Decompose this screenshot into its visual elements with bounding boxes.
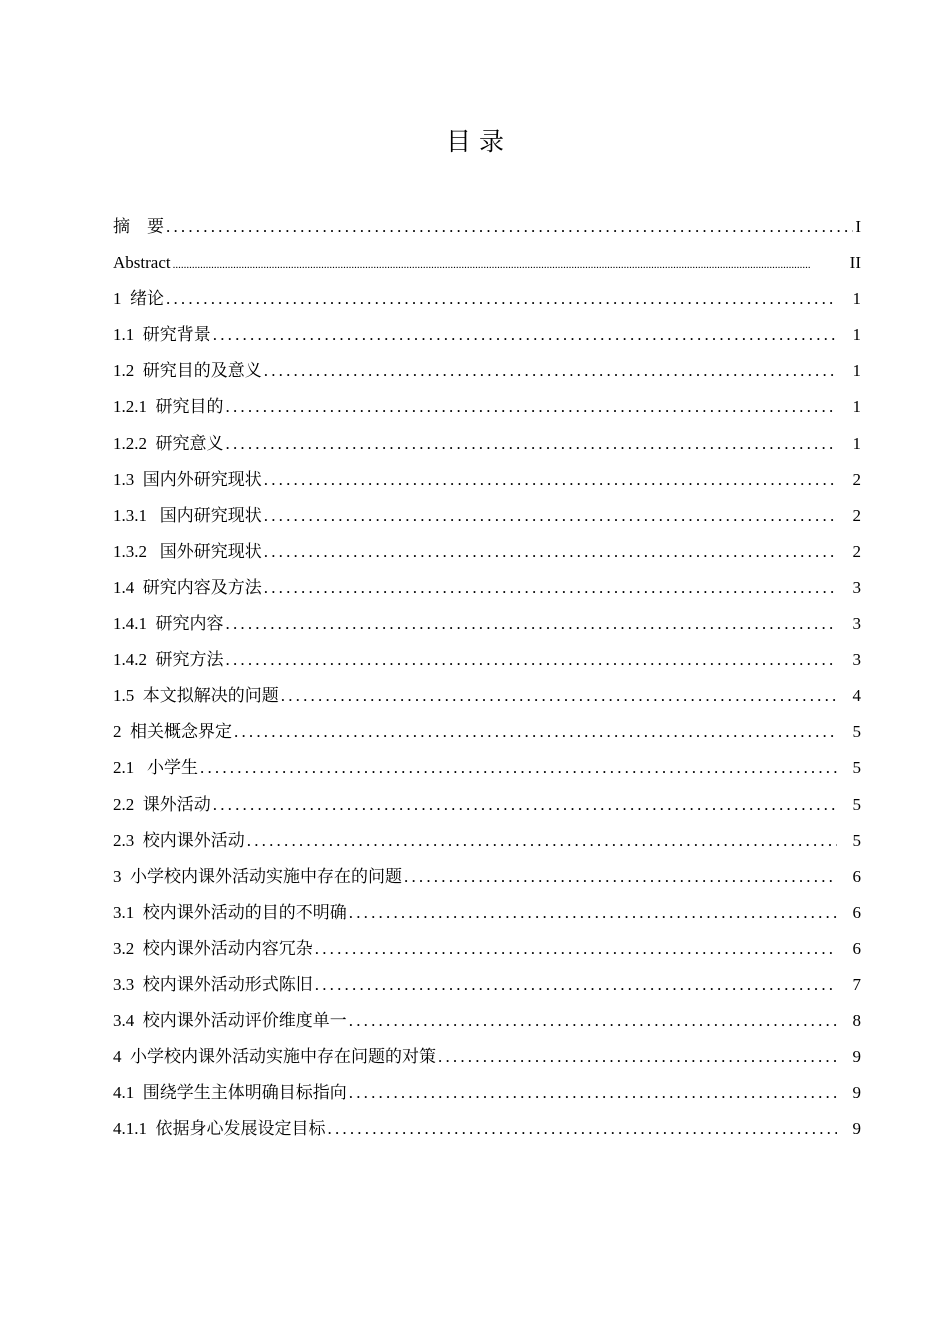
toc-entry-page: 1 — [852, 289, 861, 309]
toc-entry-label: 3.1 校内课外活动的目的不明确 — [113, 902, 347, 922]
toc-entry-page: 6 — [852, 866, 861, 886]
toc-entry[interactable] — [113, 389, 861, 425]
toc-leader-dots — [264, 498, 837, 534]
toc-entry-label: 1.4.2 研究方法 — [113, 650, 224, 670]
toc-entry[interactable] — [113, 642, 861, 678]
toc-leader-dots — [281, 678, 837, 714]
toc-entry-label: 1.3.1 国内研究现状 — [113, 505, 262, 525]
toc-leader-dots — [234, 714, 837, 750]
toc-leader-dots — [315, 967, 837, 1003]
toc-leader-dots — [315, 931, 837, 967]
toc-entry-page: 8 — [852, 1011, 861, 1031]
toc-entry-label: 1.3.2 国外研究现状 — [113, 541, 262, 561]
toc-entry[interactable] — [113, 1003, 861, 1039]
toc-entry-page: 4 — [852, 686, 861, 706]
toc-entry[interactable] — [113, 823, 861, 859]
toc-leader-dots — [173, 247, 848, 283]
toc-leader-dots — [328, 1111, 838, 1147]
toc-entry[interactable] — [113, 281, 861, 317]
toc-entry-label: 3.2 校内课外活动内容冗杂 — [113, 938, 313, 958]
toc-entry-page: 7 — [852, 974, 861, 994]
toc-entry[interactable] — [113, 570, 861, 606]
toc-leader-dots — [264, 462, 837, 498]
toc-entry[interactable] — [113, 462, 861, 498]
toc-entry-label: 2.3 校内课外活动 — [113, 830, 245, 850]
toc-entry-page: 6 — [852, 902, 861, 922]
page-title: 目 录 — [446, 127, 504, 156]
table-of-contents — [113, 209, 861, 1147]
toc-entry-label: 1.2.1 研究目的 — [113, 397, 224, 417]
toc-entry-label: 1 绪论 — [113, 289, 164, 309]
toc-entry-label: 1.5 本文拟解决的问题 — [113, 686, 279, 706]
toc-entry-page: 2 — [852, 505, 861, 525]
toc-entry-page: 6 — [852, 938, 861, 958]
toc-entry-page: 5 — [852, 830, 861, 850]
toc-entry-label: 1.1 研究背景 — [113, 325, 211, 345]
toc-entry[interactable] — [113, 678, 861, 714]
toc-entry-label: 1.2 研究目的及意义 — [113, 361, 262, 381]
toc-entry-page: 2 — [852, 541, 861, 561]
toc-entry-page: 1 — [852, 433, 861, 453]
toc-entry-page: 5 — [852, 794, 861, 814]
toc-entry-label: 1.2.2 研究意义 — [113, 433, 224, 453]
toc-leader-dots — [349, 1003, 837, 1039]
toc-entry-abstract-en[interactable] — [113, 245, 861, 281]
toc-entry[interactable] — [113, 787, 861, 823]
toc-entry-abstract-cn[interactable] — [113, 209, 861, 245]
toc-entry-label: 3.4 校内课外活动评价维度单一 — [113, 1011, 347, 1031]
toc-entry-page: 5 — [852, 722, 861, 742]
toc-entry-page: 9 — [852, 1119, 861, 1139]
toc-entry[interactable] — [113, 895, 861, 931]
toc-entry-label: 2 相关概念界定 — [113, 722, 232, 742]
toc-entry[interactable] — [113, 967, 861, 1003]
toc-leader-dots — [213, 787, 837, 823]
toc-leader-dots — [166, 209, 853, 245]
toc-leader-dots — [213, 317, 837, 353]
toc-entry-page: 1 — [852, 361, 861, 381]
toc-leader-dots — [264, 534, 837, 570]
toc-entry-label: 4 小学校内课外活动实施中存在问题的对策 — [113, 1047, 436, 1067]
toc-entry-page: 1 — [852, 397, 861, 417]
toc-entry-page: 3 — [852, 650, 861, 670]
toc-entry[interactable] — [113, 317, 861, 353]
toc-leader-dots — [247, 823, 837, 859]
toc-leader-dots — [264, 570, 837, 606]
toc-entry[interactable] — [113, 1111, 861, 1147]
toc-leader-dots — [166, 281, 837, 317]
toc-entry-label: 2.2 课外活动 — [113, 794, 211, 814]
toc-leader-dots — [226, 389, 838, 425]
toc-entry-label: 摘 要 — [113, 217, 164, 236]
toc-entry-label: 3 小学校内课外活动实施中存在的问题 — [113, 866, 402, 886]
toc-entry[interactable] — [113, 1075, 861, 1111]
toc-entry-page: 2 — [852, 469, 861, 489]
toc-entry[interactable] — [113, 353, 861, 389]
toc-entry[interactable] — [113, 714, 861, 750]
toc-entry[interactable] — [113, 426, 861, 462]
toc-entry-label: 1.3 国内外研究现状 — [113, 469, 262, 489]
toc-entry[interactable] — [113, 534, 861, 570]
toc-entry[interactable] — [113, 859, 861, 895]
toc-entry[interactable] — [113, 931, 861, 967]
toc-entry-page: 1 — [852, 325, 861, 345]
toc-leader-dots — [264, 353, 837, 389]
toc-entry-page: 5 — [852, 758, 861, 778]
toc-entry[interactable] — [113, 606, 861, 642]
toc-entry-label: 4.1.1 依据身心发展设定目标 — [113, 1119, 326, 1139]
toc-leader-dots — [404, 859, 837, 895]
toc-leader-dots — [349, 1075, 837, 1111]
toc-leader-dots — [226, 426, 838, 462]
toc-leader-dots — [226, 642, 838, 678]
toc-entry-label: 1.4 研究内容及方法 — [113, 577, 262, 597]
toc-entry[interactable] — [113, 1039, 861, 1075]
toc-entry-label: 4.1 围绕学生主体明确目标指向 — [113, 1083, 347, 1103]
toc-leader-dots — [226, 606, 838, 642]
toc-entry-page: I — [855, 217, 861, 236]
toc-entry-label: 2.1 小学生 — [113, 758, 198, 778]
toc-entry-label: 1.4.1 研究内容 — [113, 614, 224, 634]
toc-entry-label: Abstract — [113, 253, 171, 273]
toc-leader-dots — [349, 895, 837, 931]
toc-entry[interactable] — [113, 498, 861, 534]
toc-entry-page: 9 — [852, 1083, 861, 1103]
toc-entry-page: 3 — [852, 577, 861, 597]
toc-leader-dots — [438, 1039, 837, 1075]
toc-entry-page: 9 — [852, 1047, 861, 1067]
toc-entry-label: 3.3 校内课外活动形式陈旧 — [113, 974, 313, 994]
toc-leader-dots — [200, 750, 837, 786]
toc-entry-page: 3 — [852, 614, 861, 634]
toc-entry[interactable] — [113, 750, 861, 786]
toc-entry-page: II — [849, 253, 861, 273]
